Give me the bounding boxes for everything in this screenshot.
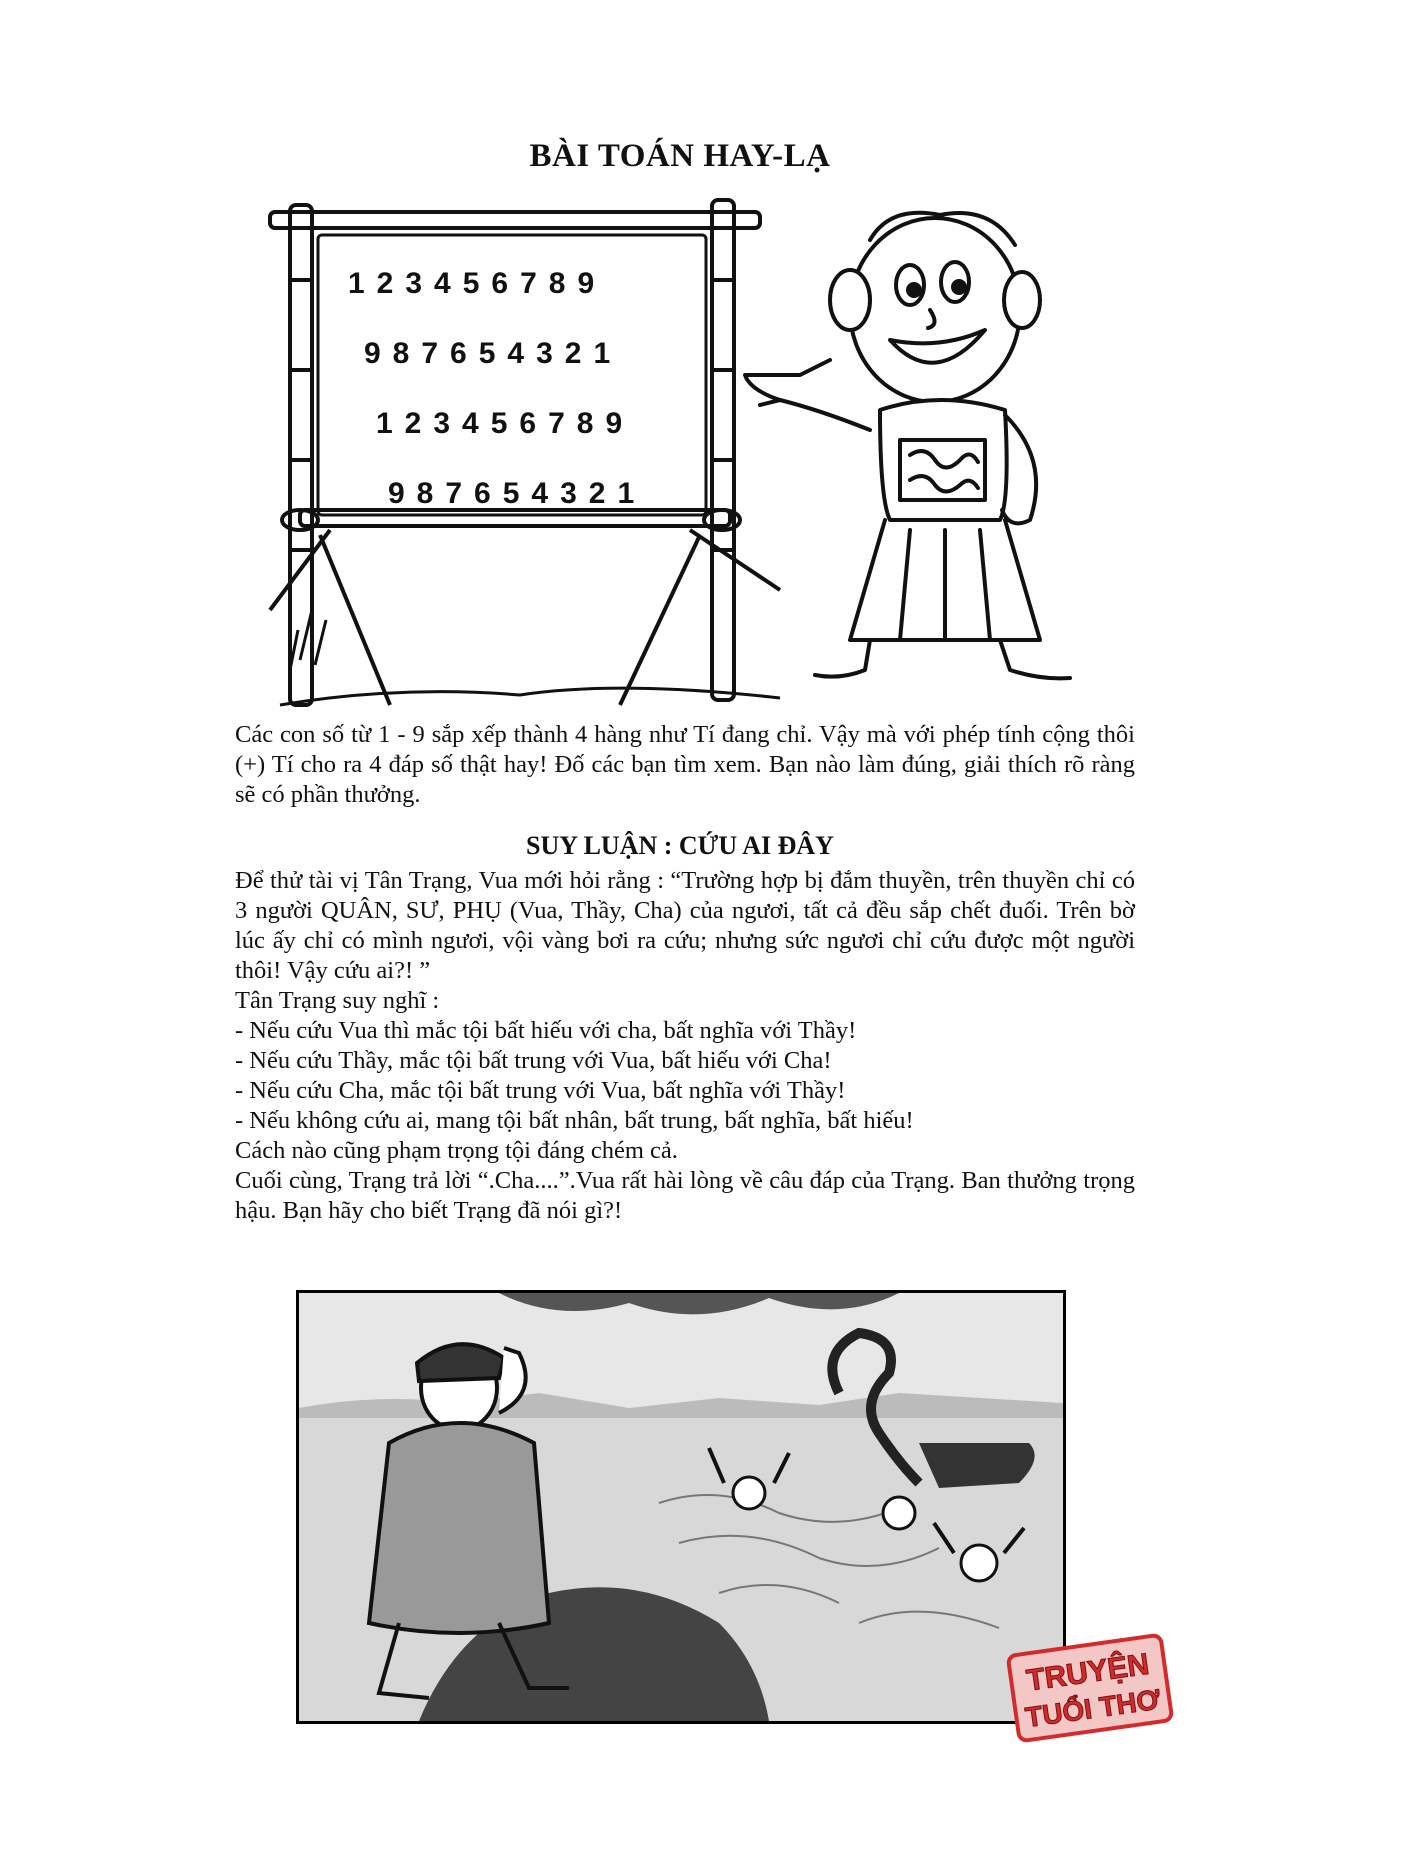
page-title: BÀI TOÁN HAY-LẠ — [529, 138, 831, 174]
story-intro: Để thử tài vị Tân Trạng, Vua mới hỏi rằng : “Trường hợp bị đắm thuyền, trên thuyền chỉ có 3 người QUÂN, SƯ, PHỤ (Vua, Thầy, Cha) của ngươi, tất cả đều sắp chết đuối. Trên bờ lúc ấy chỉ có mình ngươi, vội vàng bơi ra cứu; nhưng sức ngươi chỉ cứu được một người thôi! Vậy cứu ai?! ” — [235, 867, 1135, 984]
story-option: - Nếu cứu Cha, mắc tội bất trung với Vua, bất nghĩa với Thầy! — [235, 1077, 846, 1104]
drowning-scene-illustration — [299, 1293, 1063, 1721]
story-option: - Nếu cứu Thầy, mắc tội bất trung với Vua, bất hiếu với Cha! — [235, 1047, 832, 1074]
board-row-1: 123456789 — [348, 267, 607, 300]
story-option: - Nếu cứu Vua thì mắc tội bất hiếu với cha, bất nghĩa với Thầy! — [235, 1017, 857, 1044]
story-option: - Nếu không cứu ai, mang tội bất nhân, bất trung, bất nghĩa, bất hiếu! — [235, 1107, 914, 1134]
cartoon-boy-illustration — [740, 200, 1120, 690]
board-row-3: 123456789 — [376, 407, 635, 440]
section-subtitle: SUY LUẬN : CỨU AI ĐÂY — [526, 831, 834, 860]
story-conclusion: Cách nào cũng phạm trọng tội đáng chém cả. — [235, 1137, 678, 1164]
svg-text:TRUYỆN: TRUYỆN — [1024, 1647, 1152, 1698]
story-end: Cuối cùng, Trạng trả lời “.Cha....”.Vua rất hài lòng về câu đáp của Trạng. Ban thưởng trọng hậu. Bạn hãy cho biết Trạng đã nói gì?! — [235, 1167, 1135, 1224]
comic-panel — [296, 1290, 1066, 1724]
svg-text:TUỔI THƠ: TUỔI THƠ — [1023, 1683, 1163, 1734]
story-think: Tân Trạng suy nghĩ : — [235, 987, 440, 1014]
story-text — [235, 866, 1135, 1226]
board-row-2: 987654321 — [364, 337, 623, 370]
board-row-4: 987654321 — [388, 477, 647, 510]
puzzle-description: Các con số từ 1 - 9 sắp xếp thành 4 hàng như Tí đang chỉ. Vậy mà với phép tính cộng thôi (+) Tí cho ra 4 đáp số thật hay! Đố các bạn tìm xem. Bạn nào làm đúng, giải thích rõ ràng sẽ có phần thưởng. — [235, 721, 1135, 808]
